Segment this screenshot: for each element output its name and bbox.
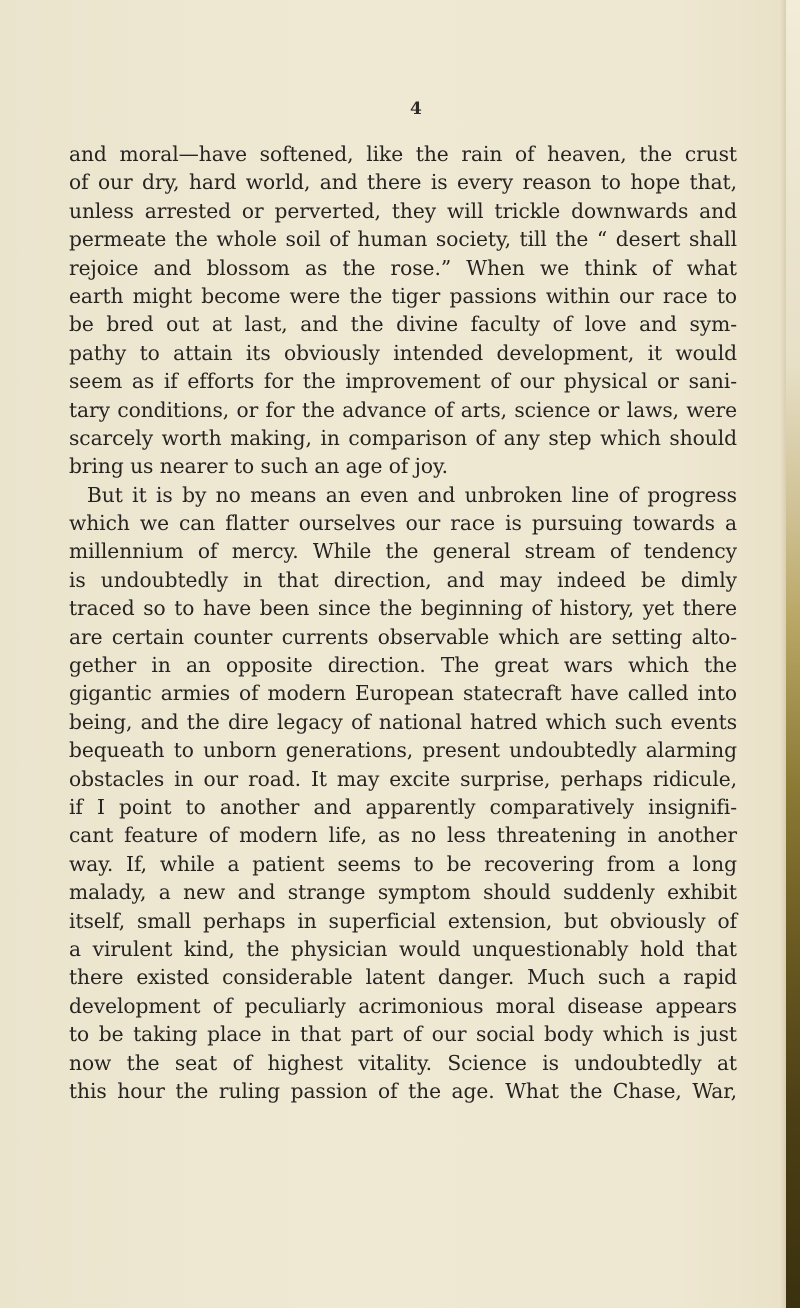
- text-line: itself, small perhaps in superficial extension, but obviously of: [69, 908, 737, 933]
- text-line: rejoice and blossom as the rose.” When we think of what: [69, 255, 737, 280]
- text-line: obstacles in our road. It may excite surprise, perhaps ridicule,: [69, 766, 737, 791]
- text-line: bring us nearer to such an age of joy.: [69, 454, 449, 479]
- text-line: if I point to another and apparently comparatively insignifi-: [69, 794, 737, 819]
- text-line: millennium of mercy. While the general stream of tendency: [69, 539, 737, 564]
- text-line: traced so to have been since the beginning of history, yet there: [69, 596, 737, 621]
- text-line: gether in an opposite direction. The great wars which the: [69, 653, 737, 678]
- text-line: there existed considerable latent danger. Much such a rapid: [69, 965, 737, 990]
- text-line: earth might become were the tiger passions within our race to: [69, 283, 737, 308]
- text-line: cant feature of modern life, as no less threatening in another: [69, 823, 737, 848]
- text-line: is undoubtedly in that direction, and may indeed be dimly: [69, 567, 737, 592]
- text-line: seem as if efforts for the improvement of our physical or sani-: [69, 369, 737, 394]
- text-line: scarcely worth making, in comparison of any step which should: [69, 425, 737, 450]
- text-line: being, and the dire legacy of national hatred which such events: [69, 709, 737, 734]
- text-line: tary conditions, or for the advance of arts, science or laws, were: [69, 397, 737, 422]
- page-number: 4: [410, 99, 422, 119]
- text-line: a virulent kind, the physician would unquestionably hold that: [69, 936, 737, 961]
- text-line: now the seat of highest vitality. Science is undoubtedly at: [69, 1050, 737, 1075]
- text-line: of our dry, hard world, and there is every reason to hope that,: [69, 170, 737, 195]
- text-line: way. If, while a patient seems to be recovering from a long: [69, 851, 737, 876]
- page-edge-shadow: [786, 0, 800, 1308]
- text-line: malady, a new and strange symptom should suddenly exhibit: [69, 880, 737, 905]
- text-line: which we can flatter ourselves our race is pursuing towards a: [69, 511, 737, 536]
- body-text: [69, 140, 737, 1105]
- text-line: this hour the ruling passion of the age. What the Chase, War,: [69, 1078, 737, 1103]
- text-line: pathy to attain its obviously intended development, it would: [69, 340, 737, 365]
- text-line: But it is by no means an even and unbroken line of progress: [87, 482, 737, 507]
- text-line: unless arrested or perverted, they will trickle downwards and: [69, 198, 737, 223]
- text-line: and moral—have softened, like the rain of heaven, the crust: [69, 142, 737, 166]
- text-line: are certain counter currents observable which are setting alto-: [69, 624, 737, 649]
- text-line: permeate the whole soil of human society, till the “ desert shall: [69, 227, 737, 252]
- text-line: to be taking place in that part of our social body which is just: [69, 1022, 737, 1047]
- text-line: bequeath to unborn generations, present undoubtedly alarming: [69, 738, 737, 763]
- text-line: be bred out at last, and the divine faculty of love and sym-: [69, 312, 737, 337]
- text-line: development of peculiarly acrimonious moral disease appears: [69, 993, 737, 1018]
- text-line: gigantic armies of modern European statecraft have called into: [69, 681, 737, 706]
